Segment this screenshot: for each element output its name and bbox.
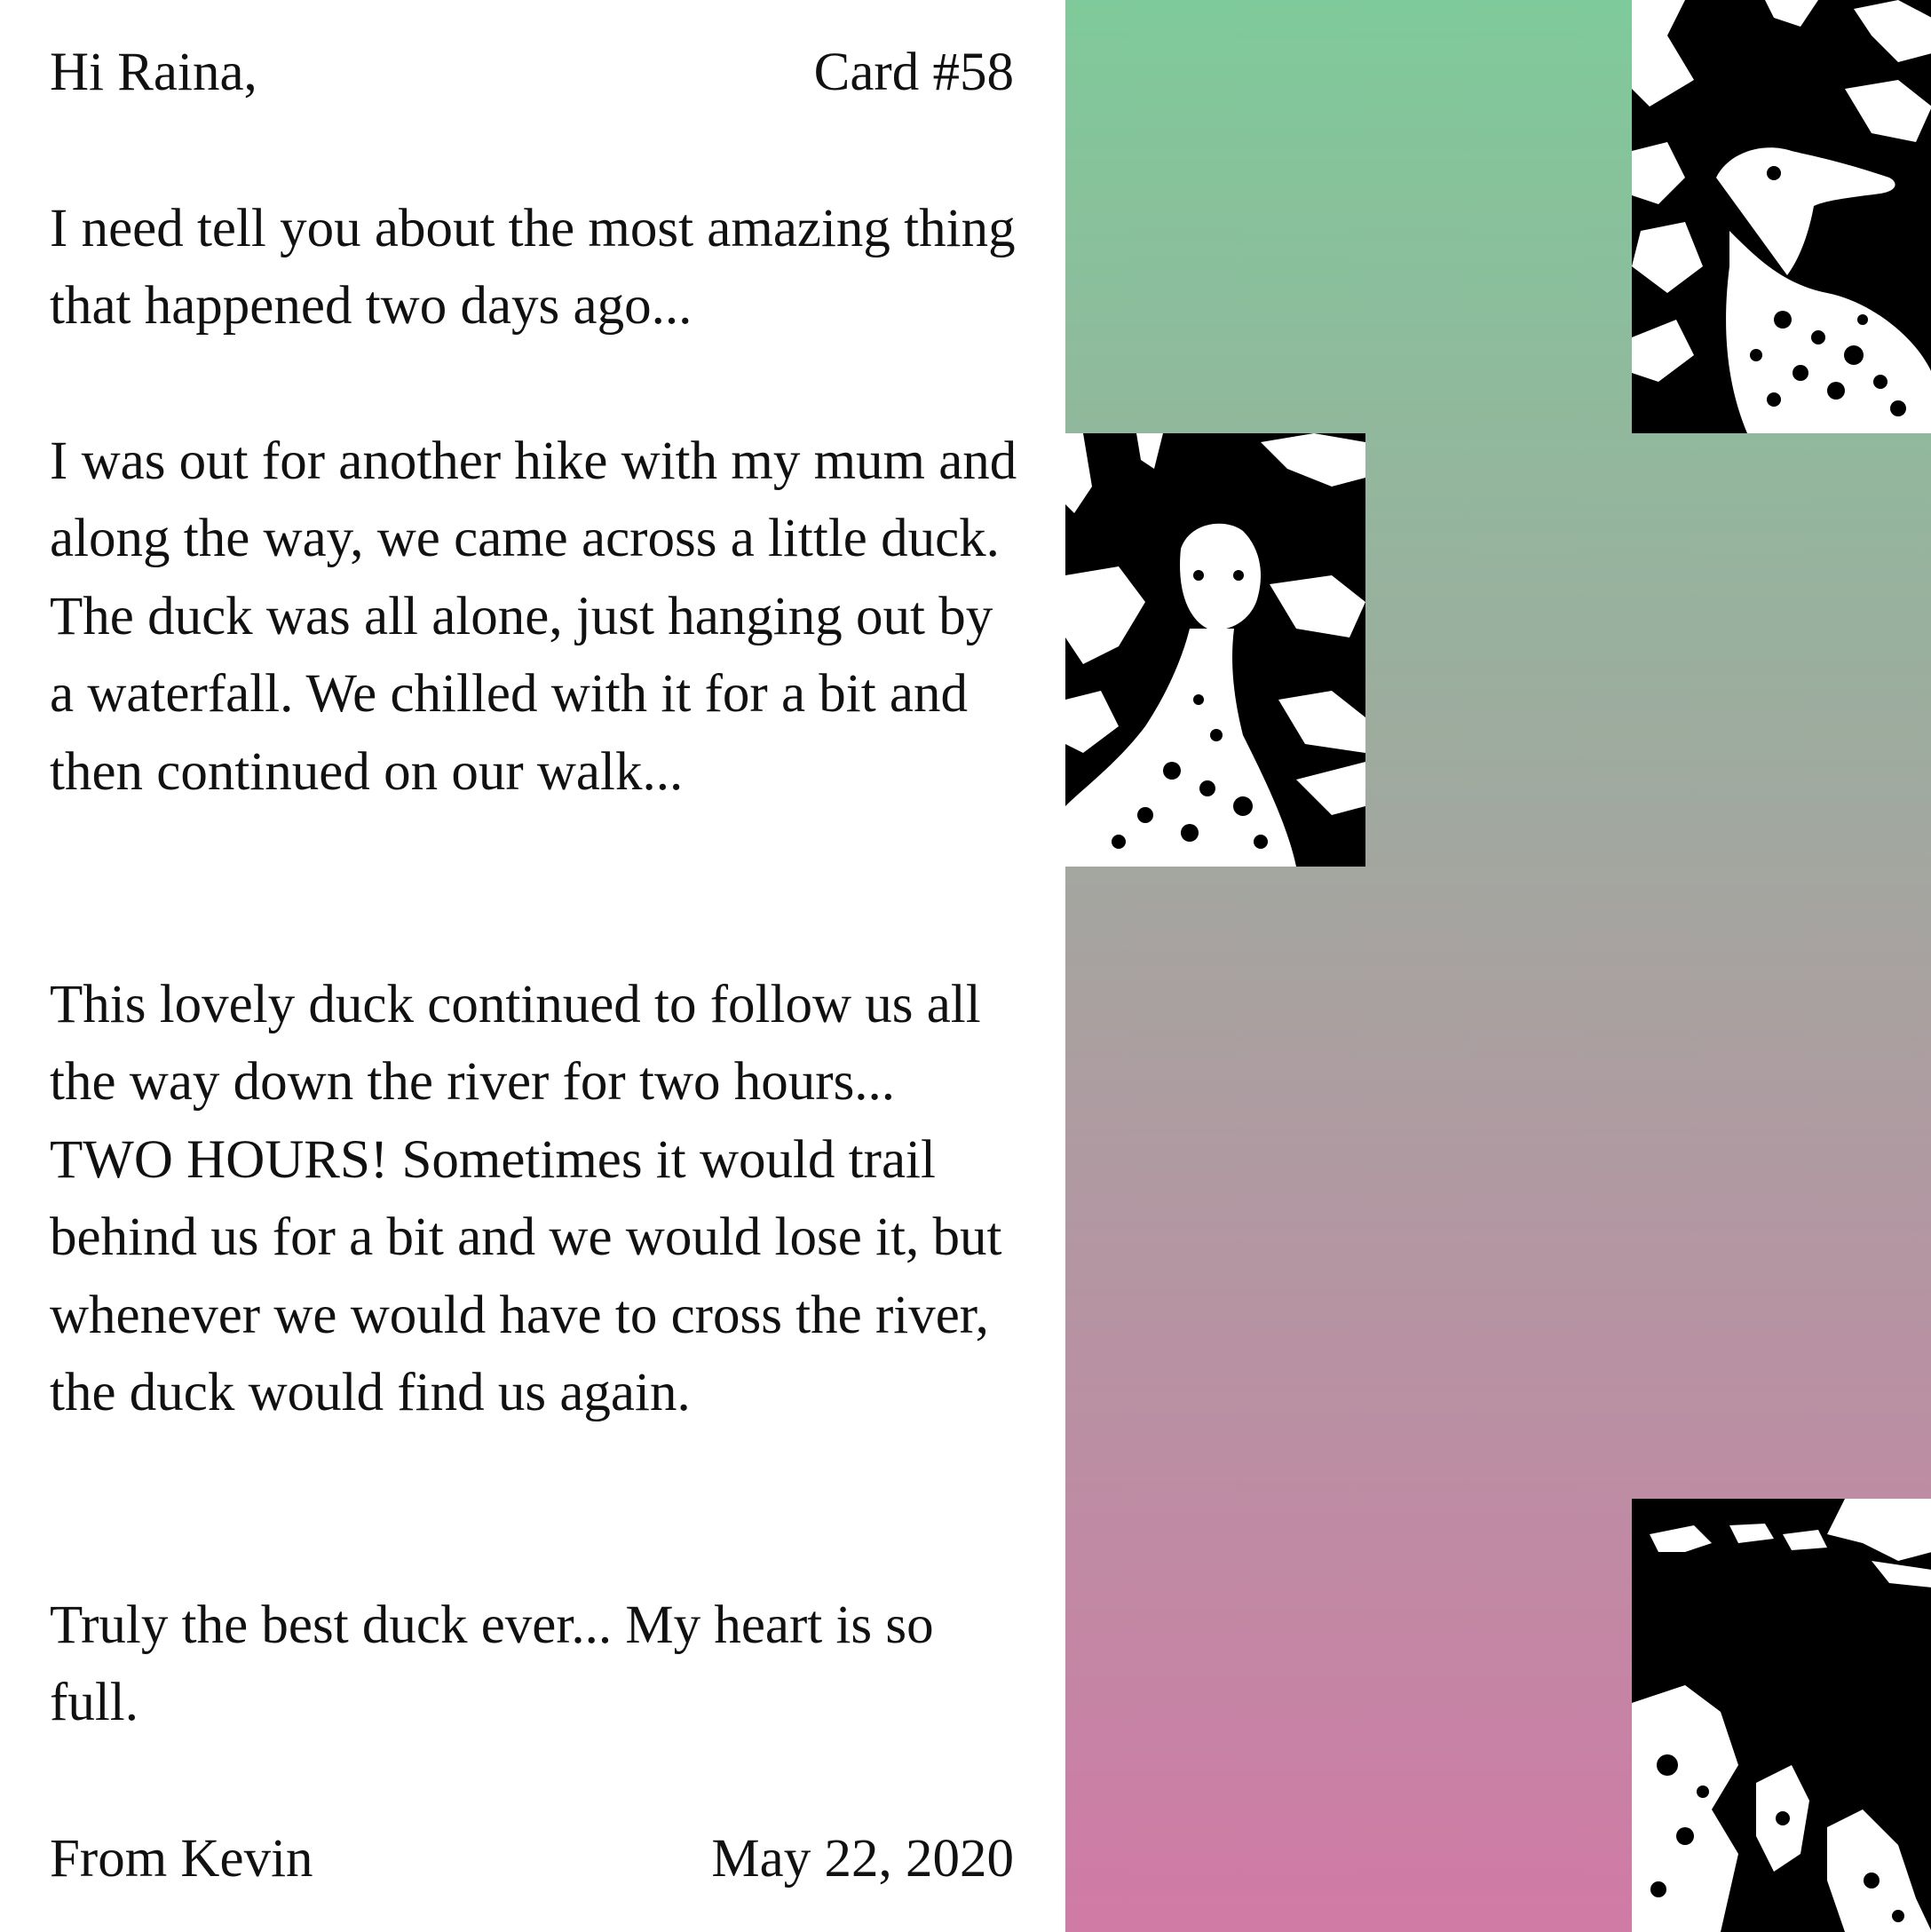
letter-paragraph: I was out for another hike with my mum and along the way, we came across a little duck. The duck was all alone, just hanging out by a waterfall. We chilled with it for a bit and then continued on our walk... bbox=[50, 432, 1017, 802]
letter-paragraph: I need tell you about the most amazing thing that happened two days ago... bbox=[50, 199, 1016, 337]
duck-photo-graphic bbox=[1632, 0, 1931, 433]
river-photo-icon bbox=[1632, 1499, 1931, 1932]
gradient-art-panel bbox=[1065, 0, 1931, 1932]
signature: From Kevin bbox=[50, 1829, 313, 1888]
letter-date: May 22, 2020 bbox=[711, 1829, 1014, 1888]
letter-footer bbox=[50, 1820, 1014, 1897]
letter-paragraph: This lovely duck continued to follow us all the way down the river for two hours... TWO HOURS! Sometimes it would trail behind us for a bit and we would lose it, but whenever we would have to cross the river, the duck would find us again. bbox=[50, 975, 1002, 1423]
card-number: Card #58 bbox=[813, 43, 1014, 102]
letter-paragraph: Truly the best duck ever... My heart is so full. bbox=[50, 1595, 934, 1733]
greeting: Hi Raina, bbox=[50, 43, 257, 102]
letter-header bbox=[50, 34, 1014, 111]
duck-photo-graphic bbox=[1065, 433, 1365, 867]
duck-photo-icon bbox=[1632, 0, 1931, 433]
duck-photo-icon bbox=[1065, 433, 1365, 867]
river-photo-graphic bbox=[1632, 1499, 1931, 1932]
